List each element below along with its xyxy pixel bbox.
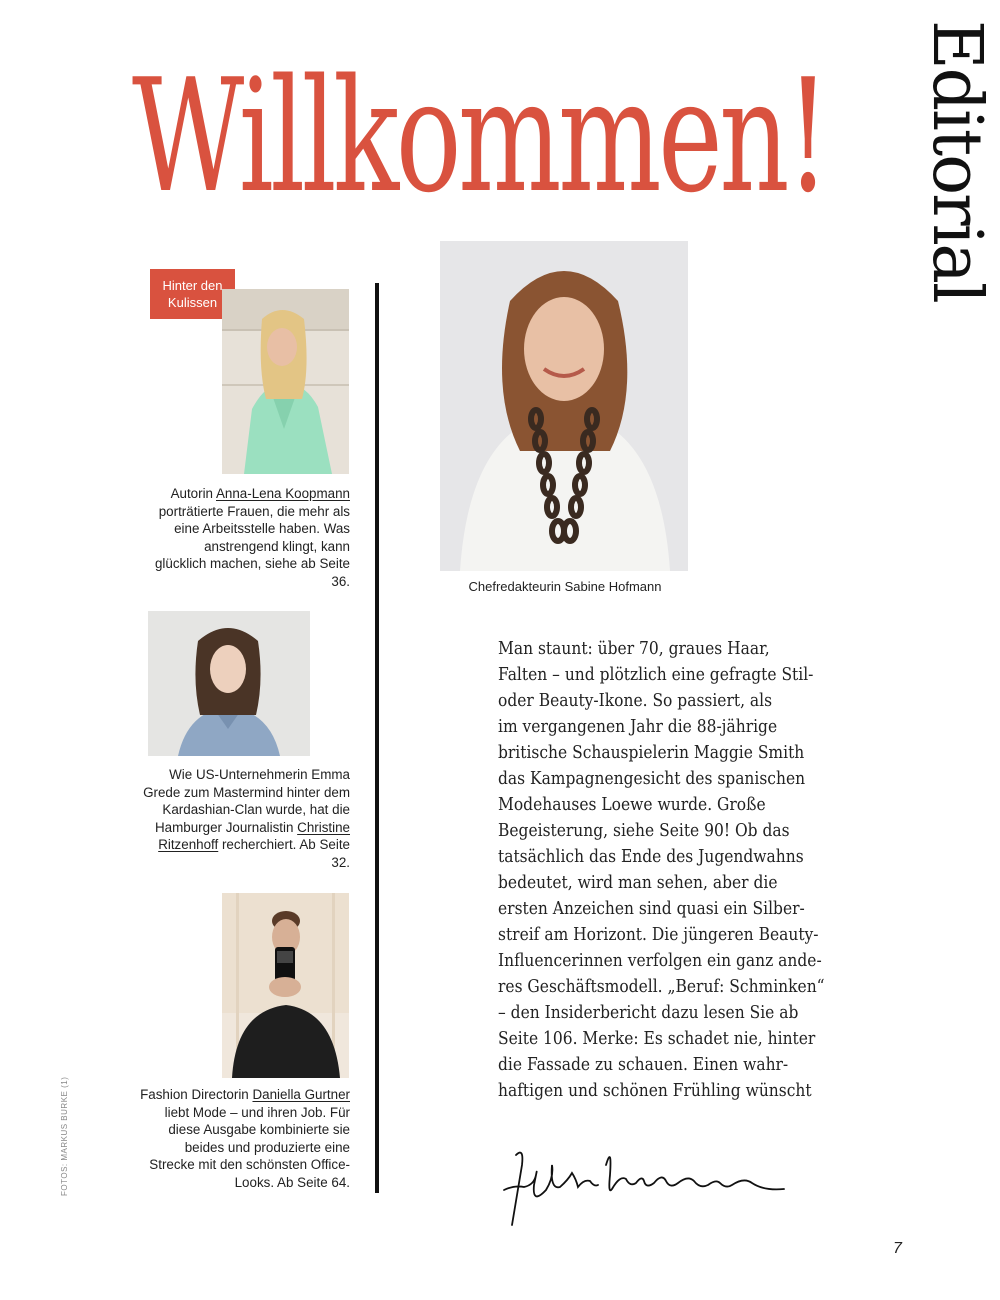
contributor-photo-mint-shirt xyxy=(222,289,349,474)
editor-caption: Chefredakteurin Sabine Hofmann xyxy=(468,579,662,594)
contributor-caption: Wie US-Unternehmerin Emma Grede zum Mastermind hinter dem Kardashian-Clan wurde, hat die Hamburger Journalistin Christine Ritzenhoff recherchiert. Ab Seite 32. xyxy=(143,767,350,870)
editorial-line: oder Beauty-Ikone. So passiert, als xyxy=(498,691,773,711)
contributor-caption: Fashion Directorin Daniella Gurtner liebt Mode – und ihren Job. Für diese Ausgabe kombinierte sie beides und produzierte eine Strecke mit den schönsten Office-Looks. Ab Seite 64. xyxy=(140,1087,350,1190)
editorial-line: Modehauses Loewe wurde. Große xyxy=(498,795,766,815)
editorial-line: – den Insiderbericht dazu lesen Sie ab xyxy=(498,1003,799,1023)
editorial-line: streif am Horizont. Die jüngeren Beauty- xyxy=(498,925,819,945)
editorial-line: ersten Anzeichen sind quasi ein Silber- xyxy=(498,899,805,919)
headline: Willkommen! xyxy=(132,45,827,227)
contributor-photo-denim-shirt xyxy=(148,611,310,756)
editorial-text xyxy=(498,636,876,1104)
editorial-line: haftigen und schönen Frühling wünscht xyxy=(498,1081,812,1101)
editorial-line: Seite 106. Merke: Es schadet nie, hinter xyxy=(498,1029,816,1049)
contributor-caption: Autorin Anna-Lena Koopmann porträtierte Frauen, die mehr als eine Arbeitsstelle haben. Was anstrengend klingt, kann glücklich machen, siehe ab Seite 36. xyxy=(154,486,350,589)
editor-portrait-photo xyxy=(440,241,688,571)
handwritten-signature xyxy=(494,1135,794,1235)
editorial-line: Influencerinnen verfolgen ein ganz ande- xyxy=(498,951,822,971)
page-number: 7 xyxy=(893,1240,902,1257)
editorial-line: res Geschäftsmodell. „Beruf: Schminken“ xyxy=(498,977,825,997)
vertical-divider xyxy=(375,283,379,1193)
editorial-line: bedeutet, wird man sehen, aber die xyxy=(498,873,778,893)
contributor-name: Daniella Gurtner xyxy=(252,1087,350,1102)
tag-line: Hinter den xyxy=(162,278,223,293)
editorial-line: britische Schauspielerin Maggie Smith xyxy=(498,743,805,763)
contributor-name: Anna-Lena Koopmann xyxy=(215,486,350,501)
section-label: Editorial xyxy=(917,20,996,302)
editorial-line: die Fassade zu schauen. Einen wahr- xyxy=(498,1055,789,1075)
editorial-line: Falten – und plötzlich eine gefragte Stil- xyxy=(498,665,814,685)
editorial-line: Man staunt: über 70, graues Haar, xyxy=(498,639,770,659)
editorial-line: Begeisterung, siehe Seite 90! Ob das xyxy=(498,821,790,841)
contributor-name: Christine Ritzenhoff xyxy=(158,819,350,852)
editorial-line: das Kampagnengesicht des spanischen xyxy=(498,769,806,789)
editorial-line: tatsächlich das Ende des Jugendwahns xyxy=(498,847,804,867)
tag-line: Kulissen xyxy=(167,295,218,310)
contributor-photo-mirror-selfie xyxy=(222,893,349,1078)
editorial-line: im vergangenen Jahr die 88-jährige xyxy=(498,717,778,737)
photo-credit: FOTOS: MARKUS BURKE (1) xyxy=(60,1076,69,1196)
